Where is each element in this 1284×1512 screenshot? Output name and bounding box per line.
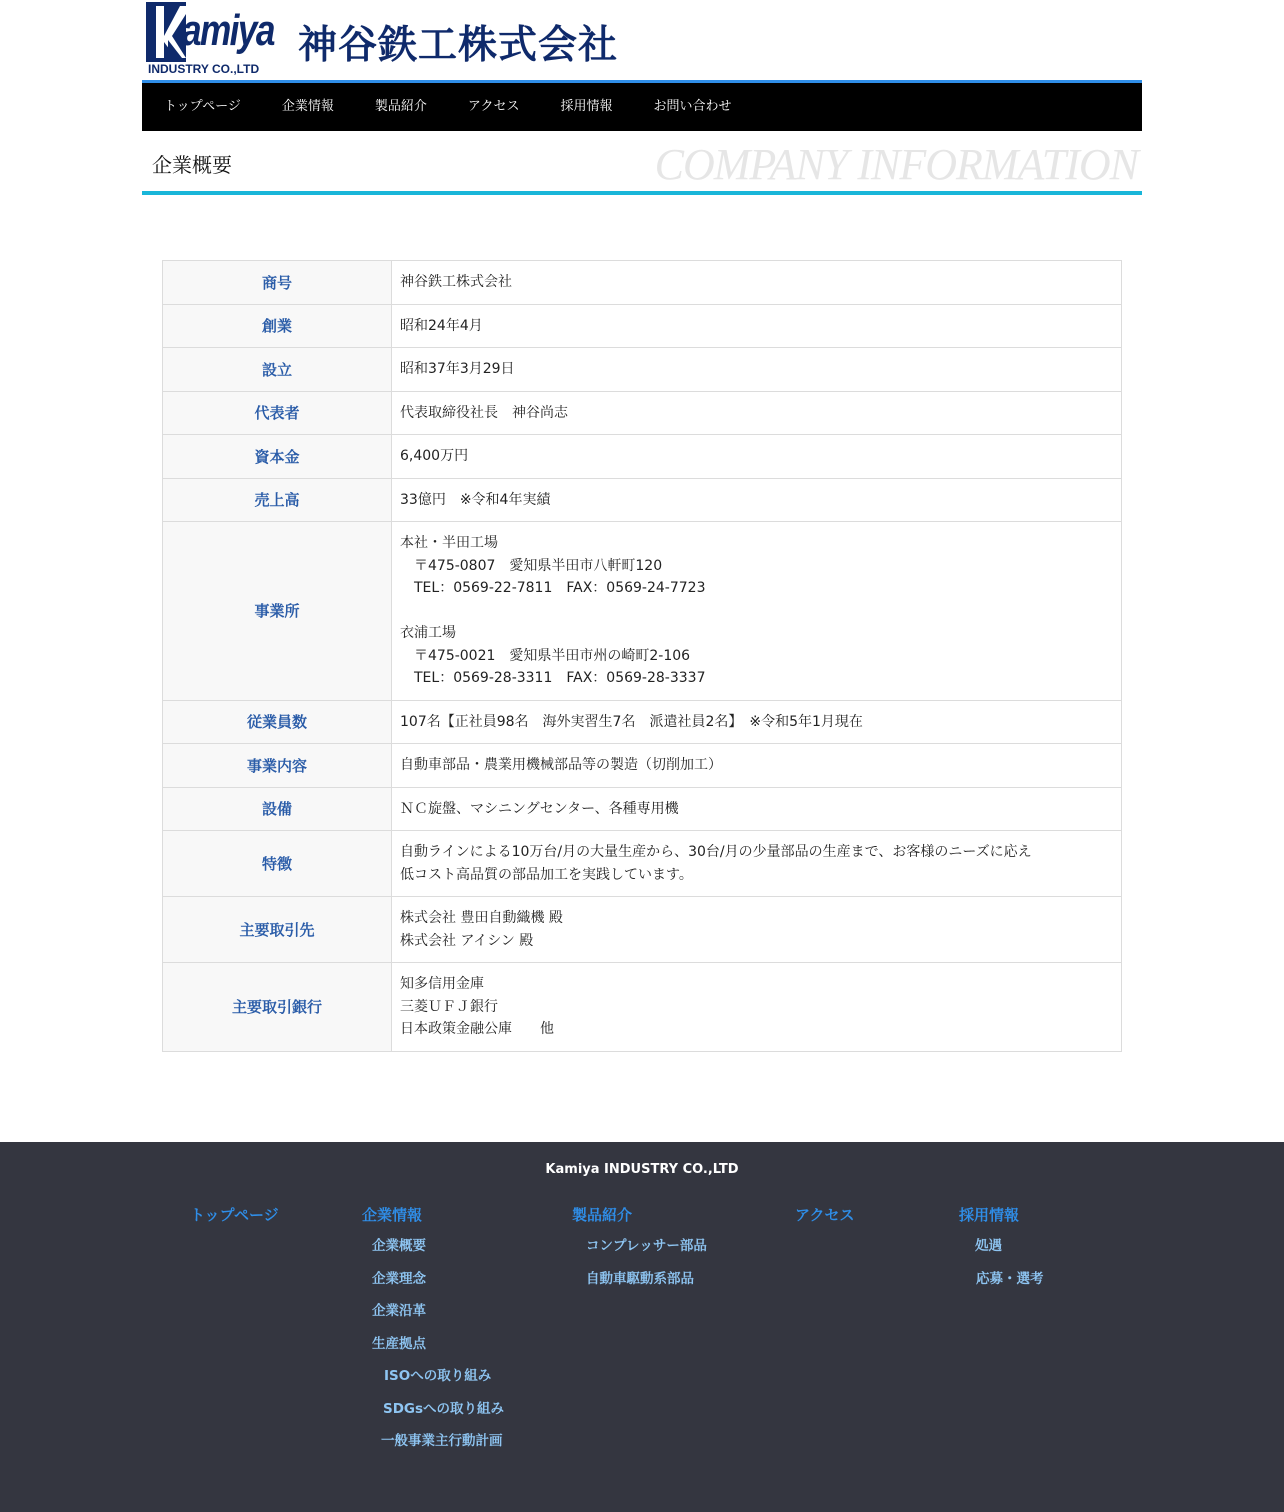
- info-value: [392, 831, 1122, 897]
- info-row: [163, 897, 1122, 963]
- info-label: 主要取引先: [163, 897, 392, 963]
- nav-item-top[interactable]: トップページ: [164, 99, 241, 114]
- info-value-line: 33億円 ※令和4年実績: [400, 491, 551, 508]
- footer-col-access: [795, 1204, 855, 1225]
- page-title-background-text: COMPANY INFORMATION: [654, 140, 1138, 189]
- info-row: [163, 831, 1122, 897]
- info-value-line: 本社・半田工場: [400, 535, 498, 551]
- footer-link-action-plan[interactable]: 一般事業主行動計画: [381, 1433, 503, 1449]
- footer-col-products: [572, 1204, 707, 1287]
- footer-col-recruit: [959, 1204, 1044, 1287]
- info-value: [392, 391, 1122, 435]
- footer-link-sdgs[interactable]: SDGsへの取り組み: [383, 1401, 505, 1417]
- nav-item-company[interactable]: 企業情報: [281, 99, 334, 114]
- info-value: [392, 787, 1122, 831]
- k-mark-icon: [146, 2, 186, 64]
- footer-link-company[interactable]: 企業情報: [362, 1206, 423, 1224]
- info-value-line: 神谷鉄工株式会社: [400, 274, 512, 290]
- info-value-line: 株式会社 豊田自動織機 殿: [400, 910, 563, 926]
- footer-link-apply[interactable]: 応募・選考: [976, 1271, 1044, 1287]
- info-value-line: 〒475-0807 愛知県半田市八軒町120: [400, 557, 663, 574]
- info-value-line: 107名【正社員98名 海外実習生7名 派遣社員2名】 ※令和5年1月現在: [400, 713, 863, 730]
- footer-link-recruit[interactable]: 採用情報: [959, 1206, 1020, 1224]
- footer-col-company: [362, 1204, 505, 1449]
- info-label: 代表者: [163, 391, 392, 435]
- info-row: [163, 700, 1122, 744]
- info-value-line: ＮＣ旋盤、マシニングセンター、各種専用機: [400, 800, 679, 817]
- info-value-line: 衣浦工場: [400, 625, 456, 641]
- footer-link-compressor[interactable]: コンプレッサー部品: [586, 1238, 707, 1254]
- footer-link-philosophy[interactable]: 企業理念: [372, 1271, 426, 1287]
- info-value-line: 日本政策金融公庫 他: [400, 1021, 554, 1037]
- heading-rule: [142, 191, 1142, 195]
- info-value-line: TEL：0569-22-7811 FAX：0569-24-7723: [400, 580, 706, 596]
- footer-link-history[interactable]: 企業沿革: [372, 1303, 426, 1319]
- info-label: 創業: [163, 304, 392, 348]
- footer-company-name: Kamiya INDUSTRY CO.,LTD: [545, 1162, 739, 1177]
- site-footer: [0, 1142, 1284, 1512]
- footer-link-iso[interactable]: ISOへの取り組み: [384, 1368, 492, 1384]
- info-value-line: 低コスト高品質の部品加工を実践しています。: [400, 866, 693, 883]
- info-row: [163, 787, 1122, 831]
- page-title: 企業概要: [152, 153, 232, 177]
- info-label: 設立: [163, 348, 392, 392]
- info-label: 設備: [163, 787, 392, 831]
- info-value: [392, 478, 1122, 522]
- info-label: 売上高: [163, 478, 392, 522]
- info-row: [163, 391, 1122, 435]
- info-row: [163, 435, 1122, 479]
- info-row: [163, 522, 1122, 701]
- page-heading: [142, 131, 1142, 195]
- info-value-line: 昭和37年3月29日: [400, 361, 515, 377]
- info-label: 事業内容: [163, 744, 392, 788]
- info-value: [392, 744, 1122, 788]
- nav-item-contact[interactable]: お問い合わせ: [653, 99, 732, 114]
- info-value: [392, 261, 1122, 305]
- company-name: 神谷鉄工株式会社: [298, 23, 619, 68]
- info-label: 主要取引銀行: [163, 963, 392, 1052]
- nav-item-access[interactable]: アクセス: [467, 99, 520, 114]
- info-row: [163, 963, 1122, 1052]
- main-nav: [142, 83, 1142, 131]
- info-label: 資本金: [163, 435, 392, 479]
- company-logo[interactable]: [146, 2, 286, 76]
- footer-link-treatment[interactable]: 処遇: [975, 1238, 1002, 1254]
- logo-wordmark: amiya: [182, 6, 274, 55]
- footer-link-products[interactable]: 製品紹介: [572, 1206, 633, 1224]
- info-value: [392, 348, 1122, 392]
- nav-item-recruit[interactable]: 採用情報: [560, 99, 613, 114]
- footer-link-top[interactable]: トップページ: [190, 1206, 279, 1224]
- info-row: [163, 304, 1122, 348]
- info-value-line: 代表取締役社長 神谷尚志: [400, 404, 568, 421]
- info-row: [163, 478, 1122, 522]
- info-value: [392, 304, 1122, 348]
- info-value-line: 〒475-0021 愛知県半田市州の崎町2-106: [400, 647, 691, 664]
- site-header: [142, 0, 1142, 80]
- nav-item-products[interactable]: 製品紹介: [374, 99, 427, 114]
- footer-col-top: [190, 1204, 279, 1225]
- info-row: [163, 261, 1122, 305]
- info-row: [163, 744, 1122, 788]
- info-value: [392, 522, 1122, 701]
- info-row: [163, 348, 1122, 392]
- footer-link-bases[interactable]: 生産拠点: [372, 1336, 426, 1352]
- info-value: [392, 963, 1122, 1052]
- footer-link-overview[interactable]: 企業概要: [372, 1238, 426, 1254]
- info-value: [392, 897, 1122, 963]
- info-value: [392, 435, 1122, 479]
- info-value-line: 自動ラインによる10万台/月の大量生産から、30台/月の少量部品の生産まで、お客様のニーズに応え: [400, 844, 1032, 860]
- info-value-line: TEL：0569-28-3311 FAX：0569-28-3337: [400, 670, 706, 686]
- footer-link-access[interactable]: アクセス: [795, 1206, 855, 1224]
- company-info-table: [162, 260, 1122, 1052]
- info-label: 従業員数: [163, 700, 392, 744]
- logo-subtitle: INDUSTRY CO.,LTD: [148, 62, 260, 76]
- footer-link-drivetrain[interactable]: 自動車駆動系部品: [586, 1271, 694, 1287]
- info-label: 事業所: [163, 522, 392, 701]
- info-value-line: 自動車部品・農業用機械部品等の製造（切削加工）: [400, 757, 722, 773]
- info-value-line: [400, 600, 1113, 623]
- info-value-line: 株式会社 アイシン 殿: [400, 932, 534, 949]
- info-value-line: 知多信用金庫: [400, 976, 484, 992]
- info-label: 特徴: [163, 831, 392, 897]
- info-value-line: 昭和24年4月: [400, 317, 483, 334]
- info-label: 商号: [163, 261, 392, 305]
- info-value-line: 三菱ＵＦＪ銀行: [400, 998, 498, 1015]
- info-value: [392, 700, 1122, 744]
- info-value-line: 6,400万円: [400, 448, 469, 464]
